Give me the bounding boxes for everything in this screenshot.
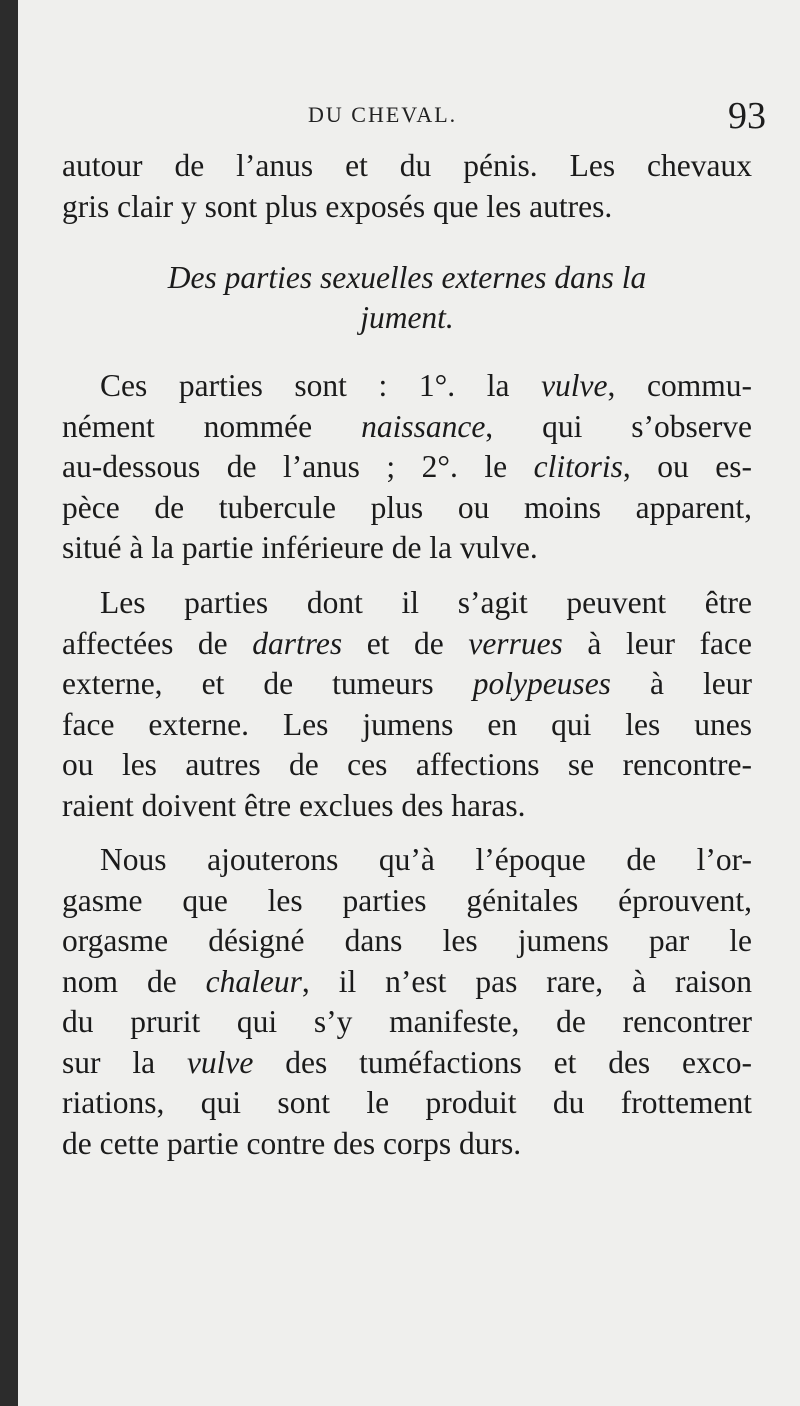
- section-heading: [62, 258, 752, 338]
- text-line: au-dessous de l’anus ; 2°. le clitoris, ou es-: [62, 449, 752, 484]
- text-line: sur la vulve des tuméfactions et des exco-: [62, 1044, 752, 1080]
- text-line: Les parties dont il s’agit peuvent être: [100, 585, 752, 620]
- page-header: [18, 95, 800, 140]
- text-line: orgasme désigné dans les jumens par le: [62, 923, 752, 958]
- text-line: ou les autres de ces affections se rencontre-: [62, 747, 752, 782]
- heading-line: Des parties sexuelles externes dans la: [167, 260, 647, 295]
- paragraph: [62, 583, 752, 826]
- text-line: gris clair y sont plus exposés que les autres.: [62, 188, 613, 224]
- text-line: Ces parties sont : 1°. la vulve, commu-: [100, 368, 752, 403]
- text-line: autour de l’anus et du pénis. Les chevaux: [62, 148, 752, 183]
- continued-paragraph: [62, 146, 752, 227]
- book-page: [18, 0, 800, 1406]
- heading-line: jument.: [360, 300, 454, 335]
- paragraph: [62, 366, 752, 569]
- text-line: nom de chaleur, il n’est pas rare, à raison: [62, 963, 752, 999]
- text-line: riations, qui sont le produit du frottement: [62, 1085, 752, 1120]
- page-number: 93: [728, 95, 766, 137]
- text-line: de cette partie contre des corps durs.: [62, 1125, 522, 1161]
- text-line: face externe. Les jumens en qui les unes: [62, 706, 752, 742]
- text-line: raient doivent être exclues des haras.: [62, 787, 526, 823]
- text-line: gasme que les parties génitales éprouvent,: [62, 882, 752, 918]
- text-line: affectées de dartres et de verrues à leur face: [62, 625, 752, 661]
- text-line: du prurit qui s’y manifeste, de rencontrer: [62, 1004, 752, 1039]
- text-line: Nous ajouterons qu’à l’époque de l’or-: [100, 842, 752, 877]
- text-line: externe, et de tumeurs polypeuses à leur: [62, 666, 752, 701]
- text-line: situé à la partie inférieure de la vulve.: [62, 530, 538, 565]
- text-line: nément nommée naissance, qui s’observe: [62, 408, 752, 444]
- text-line: pèce de tubercule plus ou moins apparent,: [62, 489, 752, 525]
- running-title: DU CHEVAL.: [308, 102, 458, 127]
- paragraph: [62, 840, 752, 1164]
